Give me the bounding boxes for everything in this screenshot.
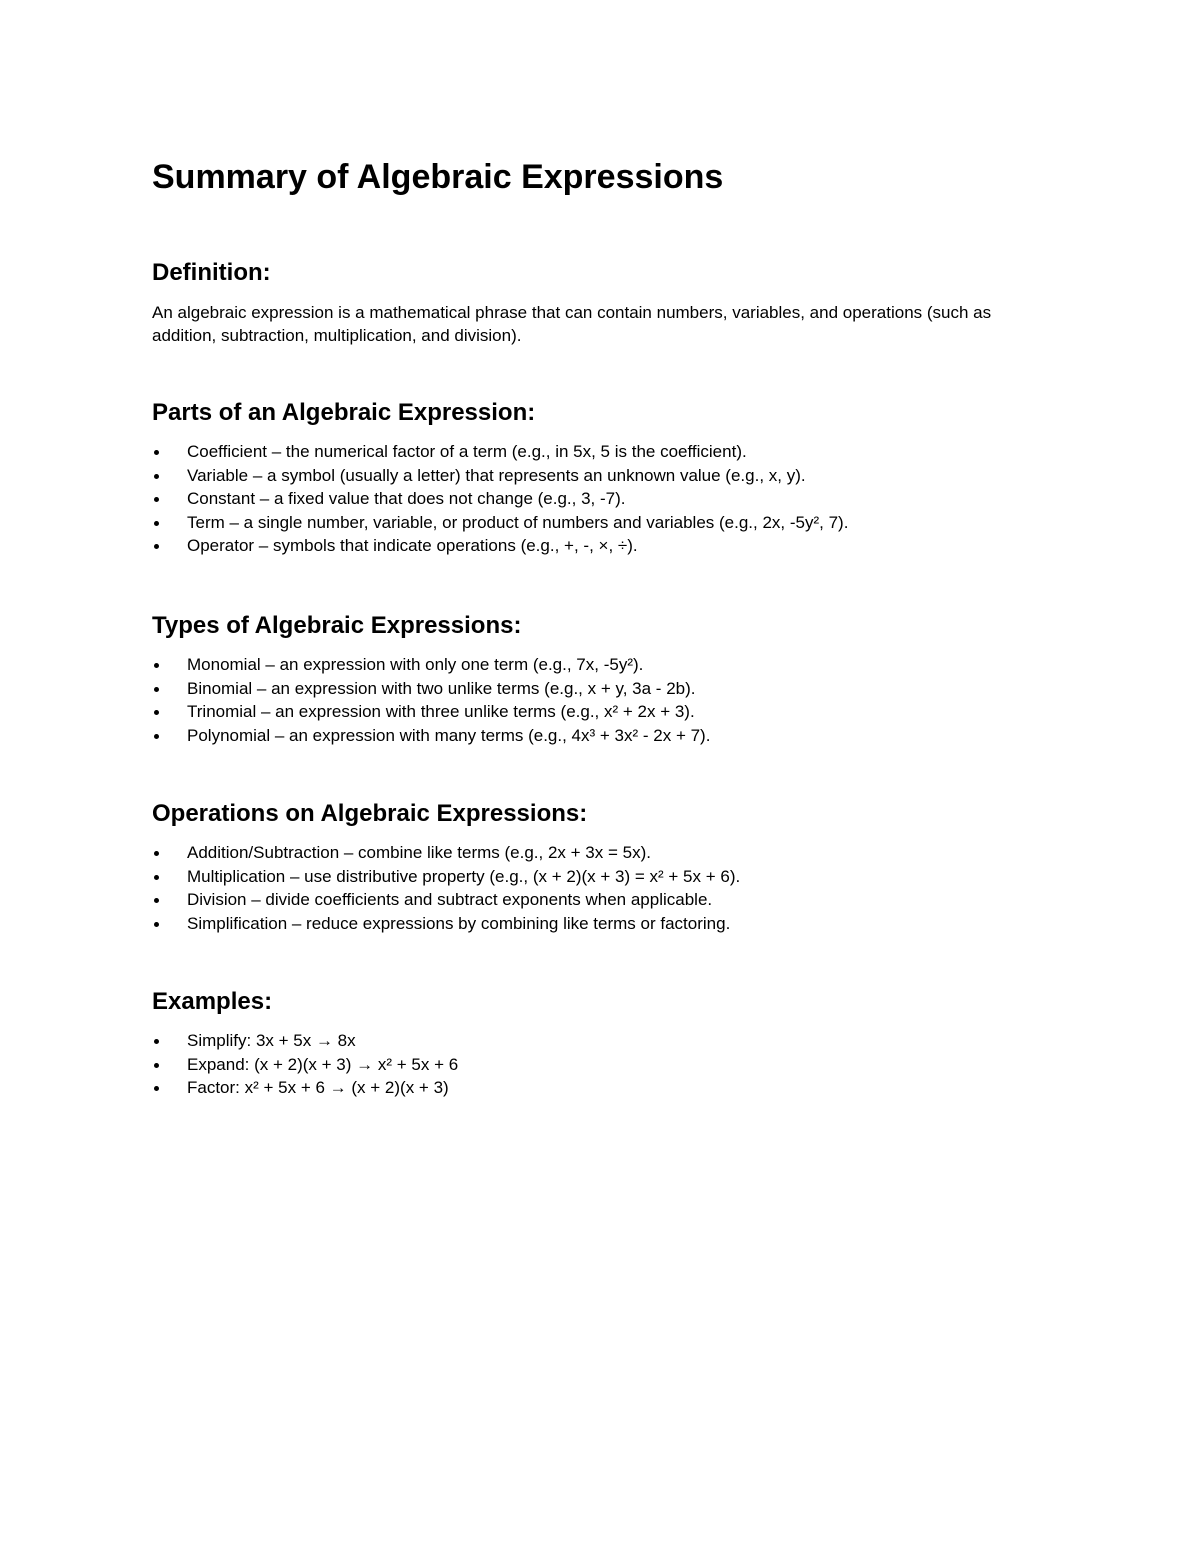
list-item bbox=[152, 841, 1052, 865]
list-item-text: Constant – a fixed value that does not change (e.g., 3, -7). bbox=[187, 489, 626, 508]
definition-text: An algebraic expression is a mathematical phrase that can contain numbers, variables, and operations (such as addition, subtraction, multiplication, and division). bbox=[152, 303, 992, 345]
list-item-text: Simplify: 3x + 5x → 8x bbox=[187, 1031, 356, 1050]
list-item bbox=[152, 440, 1052, 464]
list-item-text: Multiplication – use distributive property (e.g., (x + 2)(x + 3) = x² + 5x + 6). bbox=[187, 866, 741, 886]
list-item bbox=[152, 677, 1052, 701]
list-item-text: Variable – a symbol (usually a letter) that represents an unknown value (e.g., x, y). bbox=[187, 465, 806, 485]
list-item-text: Expand: (x + 2)(x + 3) → x² + 5x + 6 bbox=[187, 1054, 459, 1074]
list-item bbox=[152, 653, 1052, 677]
list-item bbox=[152, 1053, 1052, 1077]
list-item bbox=[152, 464, 1052, 488]
examples-list bbox=[152, 1029, 1052, 1100]
bullet-icon bbox=[154, 544, 159, 549]
list-item-text: Operator – symbols that indicate operations (e.g., +, -, ×, ÷). bbox=[187, 536, 638, 555]
bullet-icon bbox=[154, 734, 159, 739]
list-item bbox=[152, 534, 1052, 558]
bullet-icon bbox=[154, 687, 159, 692]
types-list bbox=[152, 653, 1052, 747]
parts-heading: Parts of an Algebraic Expression: bbox=[152, 399, 536, 426]
list-item-text: Polynomial – an expression with many terms (e.g., 4x³ + 3x² - 2x + 7). bbox=[187, 725, 711, 745]
bullet-icon bbox=[154, 1086, 159, 1091]
list-item bbox=[152, 511, 1052, 535]
list-item bbox=[152, 865, 1052, 889]
list-item-text: Addition/Subtraction – combine like terms (e.g., 2x + 3x = 5x). bbox=[187, 843, 651, 862]
list-item-text: Trinomial – an expression with three unlike terms (e.g., x² + 2x + 3). bbox=[187, 702, 695, 721]
list-item-text: Division – divide coefficients and subtract exponents when applicable. bbox=[187, 890, 713, 909]
bullet-icon bbox=[154, 851, 159, 856]
types-section bbox=[152, 611, 1052, 747]
bullet-icon bbox=[154, 898, 159, 903]
bullet-icon bbox=[154, 450, 159, 455]
operations-list bbox=[152, 841, 1052, 935]
operations-heading: Operations on Algebraic Expressions: bbox=[152, 800, 588, 827]
list-item bbox=[152, 724, 1052, 748]
list-item bbox=[152, 1076, 1052, 1100]
list-item-text: Coefficient – the numerical factor of a term (e.g., in 5x, 5 is the coefficient). bbox=[187, 442, 747, 461]
examples-heading: Examples: bbox=[152, 988, 273, 1015]
parts-section bbox=[152, 398, 1052, 558]
list-item bbox=[152, 1029, 1052, 1053]
list-item bbox=[152, 700, 1052, 724]
bullet-icon bbox=[154, 875, 159, 880]
list-item-text: Factor: x² + 5x + 6 → (x + 2)(x + 3) bbox=[187, 1078, 449, 1097]
bullet-icon bbox=[154, 497, 159, 502]
definition-heading: Definition: bbox=[152, 259, 271, 286]
bullet-icon bbox=[154, 474, 159, 479]
page-title: Summary of Algebraic Expressions bbox=[152, 158, 724, 196]
list-item bbox=[152, 912, 1052, 936]
bullet-icon bbox=[154, 521, 159, 526]
bullet-icon bbox=[154, 922, 159, 927]
types-heading: Types of Algebraic Expressions: bbox=[152, 612, 522, 639]
list-item bbox=[152, 487, 1052, 511]
bullet-icon bbox=[154, 663, 159, 668]
examples-section bbox=[152, 987, 1052, 1100]
parts-list bbox=[152, 440, 1052, 558]
list-item-text: Binomial – an expression with two unlike terms (e.g., x + y, 3a - 2b). bbox=[187, 678, 696, 698]
list-item-text: Simplification – reduce expressions by combining like terms or factoring. bbox=[187, 913, 731, 933]
list-item-text: Monomial – an expression with only one term (e.g., 7x, -5y²). bbox=[187, 655, 644, 674]
bullet-icon bbox=[154, 710, 159, 715]
list-item-text: Term – a single number, variable, or product of numbers and variables (e.g., 2x, -5y², 7). bbox=[187, 512, 849, 532]
list-item bbox=[152, 888, 1052, 912]
bullet-icon bbox=[154, 1063, 159, 1068]
operations-section bbox=[152, 799, 1052, 935]
bullet-icon bbox=[154, 1039, 159, 1044]
definition-section bbox=[152, 258, 1052, 347]
